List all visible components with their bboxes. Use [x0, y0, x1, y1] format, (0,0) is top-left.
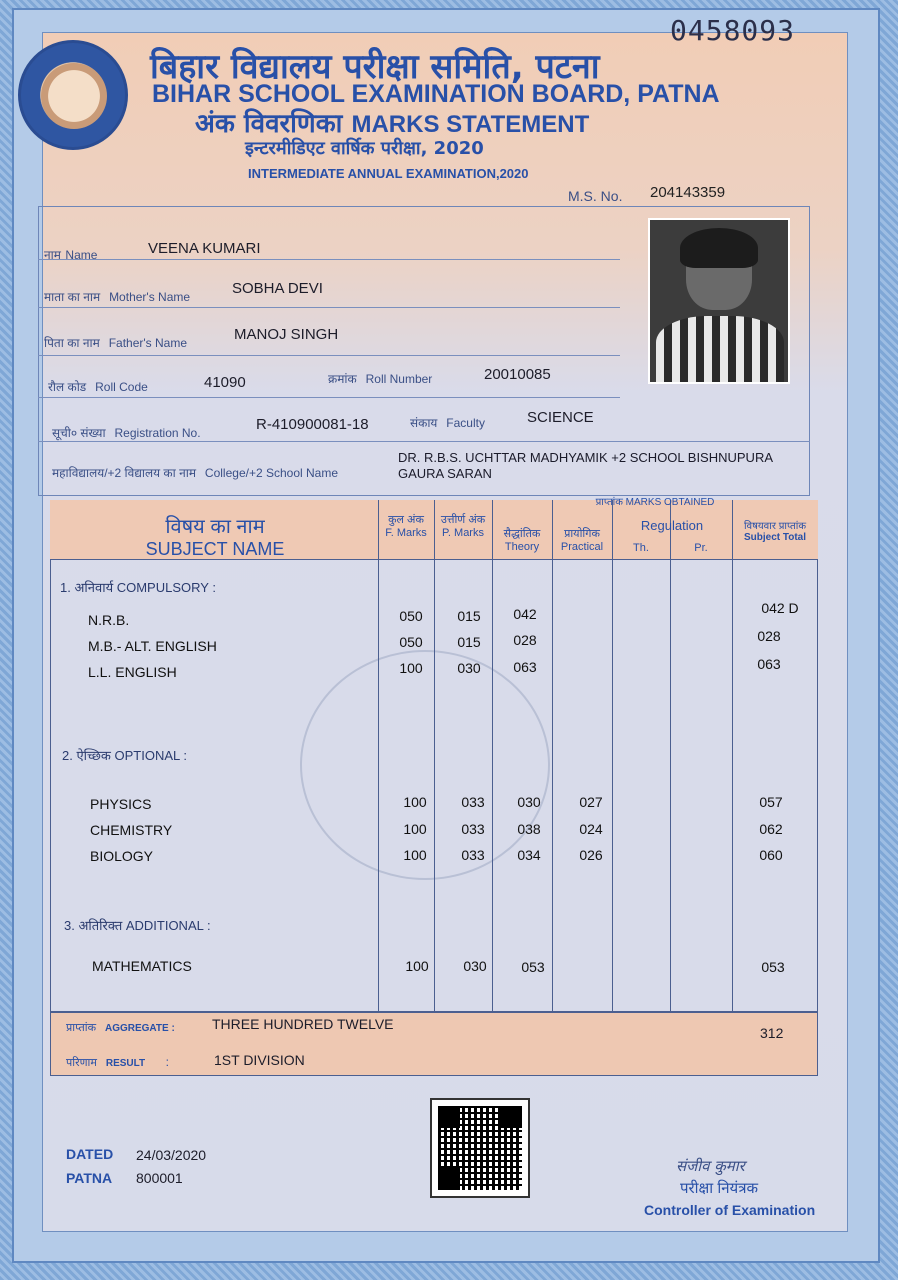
- theory-marks: 034: [517, 847, 541, 863]
- subject-total-header: [732, 518, 818, 543]
- college-label-english: College/+2 School Name: [204, 466, 338, 480]
- column-divider: [612, 500, 613, 1012]
- name-row: [38, 218, 620, 260]
- roll-number-label: [328, 370, 432, 388]
- board-name-hindi: बिहार विद्यालय परीक्षा समिति, पटना: [150, 47, 600, 87]
- practical-header: [552, 526, 612, 553]
- place-label: PATNA: [66, 1170, 113, 1186]
- pin-code: 800001: [136, 1170, 183, 1186]
- practical-header-hindi: प्रायोगिक: [564, 528, 600, 540]
- roll-code: 41090: [204, 374, 246, 391]
- student-name: VEENA KUMARI: [148, 240, 261, 257]
- pass-marks: 015: [457, 608, 481, 624]
- faculty: SCIENCE: [527, 409, 594, 426]
- photo-clothing: [656, 316, 784, 382]
- mother-label-english: Mother's Name: [109, 290, 191, 304]
- full-marks: 100: [405, 958, 429, 974]
- aggregate-label-hindi: प्राप्तांक: [66, 1022, 97, 1034]
- theory-marks: 028: [513, 632, 537, 648]
- subject-name: MATHEMATICS: [92, 958, 192, 974]
- aggregate-total: 312: [760, 1025, 784, 1041]
- subject-header-english: SUBJECT NAME: [145, 539, 285, 559]
- subject-total: 063: [757, 656, 781, 672]
- faculty-label-english: Faculty: [446, 416, 485, 430]
- subject-name: M.B.- ALT. ENGLISH: [88, 638, 217, 654]
- registration-label-english: Registration No.: [114, 426, 201, 440]
- theory-marks: 053: [521, 959, 545, 975]
- college-name: [398, 450, 773, 482]
- column-divider: [434, 500, 435, 1012]
- controller-title-english: Controller of Examination: [644, 1202, 816, 1218]
- subject-name: L.L. ENGLISH: [88, 664, 177, 680]
- statement-title-english: MARKS STATEMENT: [351, 111, 590, 138]
- mother-name: SOBHA DEVI: [232, 280, 323, 297]
- pass-marks: 030: [457, 660, 481, 676]
- result-label-english: RESULT: [105, 1058, 146, 1069]
- aggregate-words: THREE HUNDRED TWELVE: [212, 1016, 394, 1032]
- registration-label-hindi: सूची० संख्या: [52, 426, 106, 440]
- column-divider: [492, 500, 493, 1012]
- faculty-label: [410, 414, 485, 432]
- father-label-english: Father's Name: [108, 336, 188, 350]
- serial-number: 0458093: [670, 14, 796, 47]
- regulation-theory-header: Th.: [633, 542, 649, 554]
- pass-marks: 033: [461, 794, 485, 810]
- theory-marks: 030: [517, 794, 541, 810]
- roll-code-label-hindi: रौल कोड: [48, 380, 87, 394]
- mother-label: [44, 288, 190, 306]
- subject-total: 060: [759, 847, 783, 863]
- exam-name-english: INTERMEDIATE ANNUAL EXAMINATION,2020: [248, 166, 529, 181]
- exam-name-hindi: इन्टरमीडिएट वार्षिक परीक्षा, 2020: [245, 138, 484, 159]
- father-name: MANOJ SINGH: [234, 326, 339, 343]
- subject-total-header-english: Subject Total: [743, 532, 807, 543]
- roll-number: 20010085: [484, 366, 551, 383]
- pass-marks: 015: [457, 634, 481, 650]
- dated-label: DATED: [66, 1146, 114, 1162]
- full-marks: 050: [399, 608, 423, 624]
- registration-number: R-410900081-18: [256, 416, 369, 433]
- full-marks: 100: [399, 660, 423, 676]
- theory-marks: 063: [513, 659, 537, 675]
- photo-hair: [680, 228, 758, 268]
- column-divider: [552, 500, 553, 1012]
- practical-header-english: Practical: [560, 541, 604, 553]
- father-label: [44, 334, 187, 352]
- aggregate-label-english: AGGREGATE :: [104, 1023, 175, 1034]
- pass-marks: 033: [461, 847, 485, 863]
- theory-header-english: Theory: [504, 541, 540, 553]
- section-additional: 3. अतिरिक्त ADDITIONAL :: [64, 918, 211, 933]
- practical-marks: 024: [579, 821, 603, 837]
- subject-total: 042 D: [761, 600, 799, 616]
- name-label-hindi: नाम: [44, 248, 61, 262]
- column-divider: [732, 500, 733, 1012]
- result-label: [66, 1053, 169, 1071]
- faculty-label-hindi: संकाय: [410, 416, 438, 430]
- college-label-hindi: महाविद्यालय/+2 विद्यालय का नाम: [52, 466, 197, 480]
- board-seal-emblem: [18, 40, 128, 150]
- controller-title-hindi: परीक्षा नियंत्रक: [680, 1180, 759, 1197]
- subject-name: PHYSICS: [90, 796, 152, 812]
- seal-figure-icon: [41, 63, 107, 129]
- full-marks-header: [378, 512, 434, 539]
- student-photo: [648, 218, 790, 384]
- qr-code-icon: [438, 1106, 522, 1190]
- roll-code-label: [48, 378, 148, 396]
- practical-marks: 027: [579, 794, 603, 810]
- ms-no-label: M.S. No.: [568, 188, 623, 204]
- qr-code: [430, 1098, 530, 1198]
- practical-marks: 026: [579, 847, 603, 863]
- result-colon: :: [165, 1055, 169, 1069]
- subject-name: N.R.B.: [88, 612, 130, 628]
- subject-total: 053: [761, 959, 785, 975]
- subject-name: BIOLOGY: [90, 848, 154, 864]
- theory-header: [492, 526, 552, 553]
- pass-marks: 033: [461, 821, 485, 837]
- full-marks: 050: [399, 634, 423, 650]
- college-name-line1: DR. R.B.S. UCHTTAR MADHYAMIK +2 SCHOOL BISHNUPURA: [398, 450, 774, 465]
- subject-total: 028: [757, 628, 781, 644]
- subject-total: 062: [759, 821, 783, 837]
- full-marks: 100: [403, 794, 427, 810]
- subject-total-header-hindi: विषयवार प्राप्तांक: [743, 521, 807, 532]
- theory-marks: 042: [513, 606, 537, 622]
- column-divider: [670, 500, 671, 1012]
- section-optional: 2. ऐच्छिक OPTIONAL :: [62, 748, 187, 763]
- college-name-line2: GAURA SARAN: [398, 466, 492, 481]
- father-label-hindi: पिता का नाम: [44, 336, 100, 350]
- pass-marks: 030: [463, 958, 487, 974]
- statement-title: [195, 104, 589, 140]
- issue-date: 24/03/2020: [136, 1147, 207, 1163]
- column-divider: [378, 500, 379, 1012]
- statement-title-hindi: अंक विवरणिका: [195, 109, 343, 139]
- subject-total: 057: [759, 794, 783, 810]
- theory-marks: 038: [517, 821, 541, 837]
- controller-signature: संजीव कुमार: [676, 1157, 745, 1175]
- registration-label: [52, 424, 201, 442]
- aggregate-label: [66, 1018, 175, 1036]
- name-label-english: Name: [65, 248, 98, 262]
- full-marks: 100: [403, 821, 427, 837]
- pass-marks-header-english: P. Marks: [442, 527, 484, 539]
- roll-code-label-english: Roll Code: [95, 380, 148, 394]
- section-compulsory: 1. अनिवार्य COMPULSORY :: [60, 580, 216, 595]
- board-name-english: BIHAR SCHOOL EXAMINATION BOARD, PATNA: [152, 80, 720, 108]
- subject-name-header: [100, 512, 330, 560]
- board-watermark-seal: [300, 650, 550, 880]
- roll-number-label-hindi: क्रमांक: [328, 372, 357, 386]
- subject-name: CHEMISTRY: [90, 822, 173, 838]
- result-label-hindi: परिणाम: [66, 1057, 97, 1069]
- subject-header-hindi: विषय का नाम: [165, 516, 265, 538]
- full-marks: 100: [403, 847, 427, 863]
- regulation-header: Regulation: [640, 518, 704, 533]
- full-marks-header-english: F. Marks: [385, 527, 427, 539]
- pass-marks-header-hindi: उत्तीर्ण अंक: [440, 514, 486, 526]
- result-value: 1ST DIVISION: [214, 1052, 305, 1068]
- ms-no-value: 204143359: [650, 184, 726, 201]
- roll-number-label-english: Roll Number: [365, 372, 433, 386]
- marks-obtained-header: प्राप्तांक MARKS OBTAINED: [595, 497, 715, 508]
- college-label: [52, 464, 338, 482]
- theory-header-hindi: सैद्धांतिक: [503, 528, 541, 540]
- full-marks-header-hindi: कुल अंक: [388, 514, 424, 526]
- pass-marks-header: [434, 512, 492, 539]
- regulation-practical-header: Pr.: [694, 542, 708, 554]
- mother-label-hindi: माता का नाम: [44, 290, 101, 304]
